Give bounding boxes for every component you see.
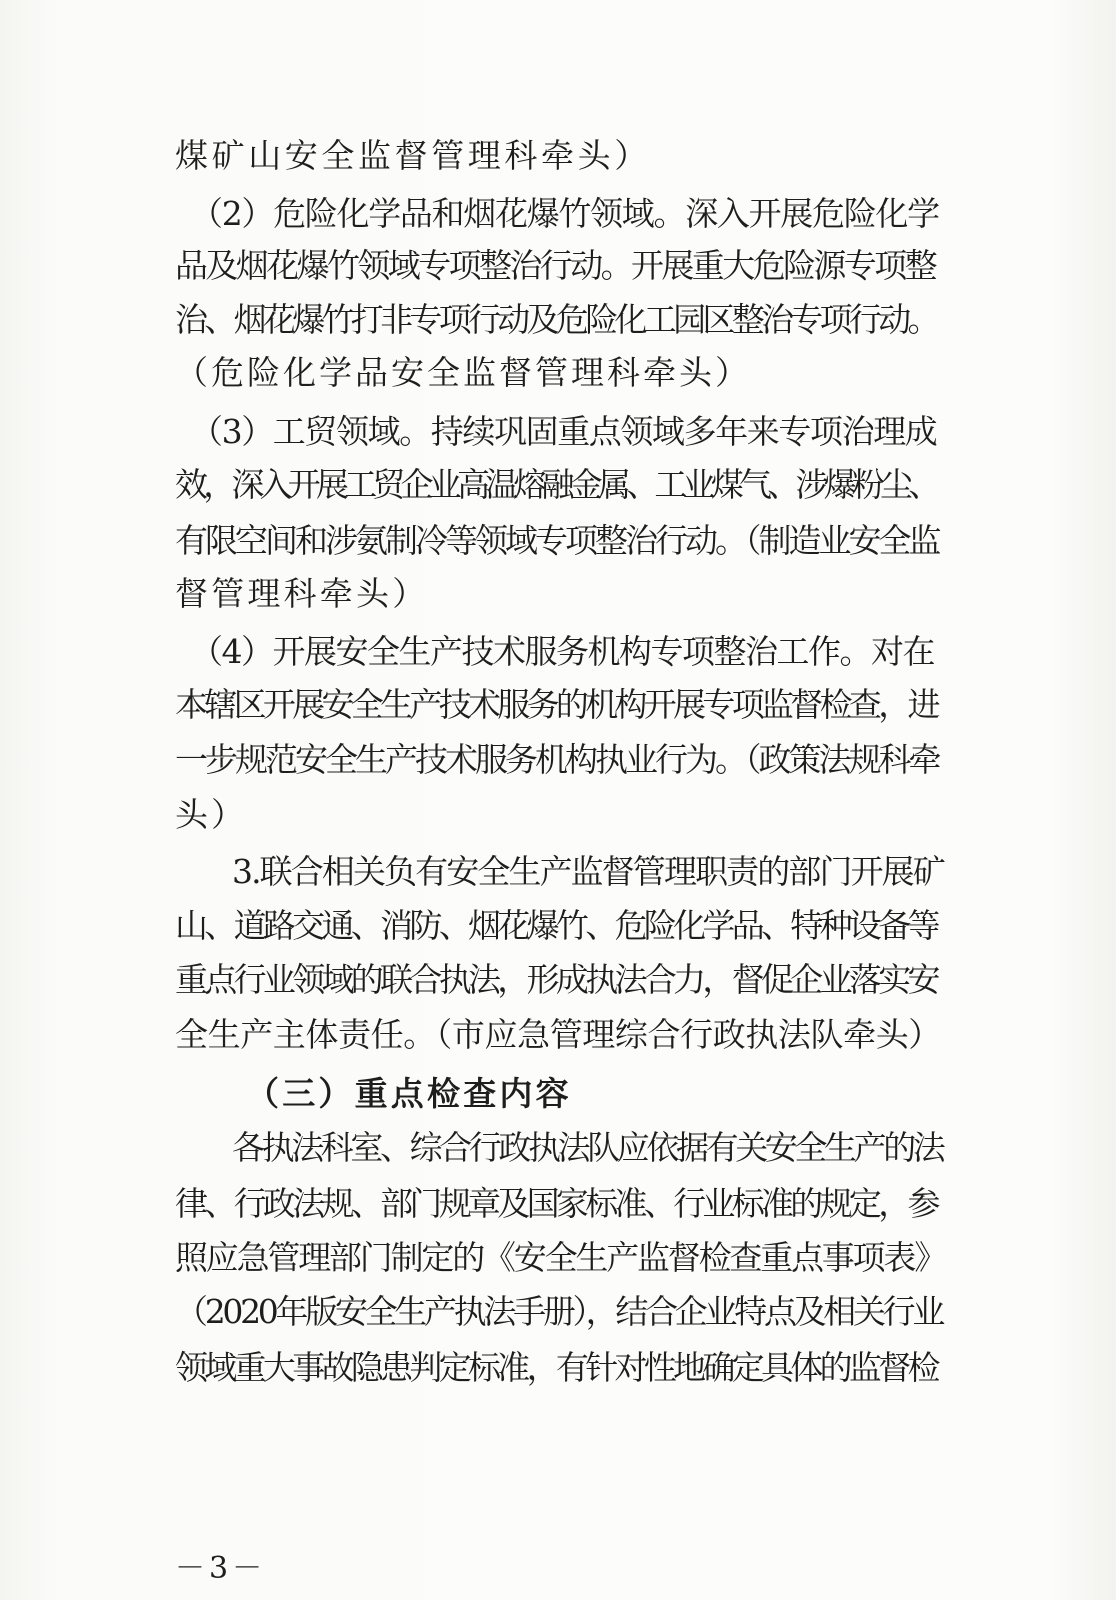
text-line: 重点行业领域的联合执法，形成执法合力，督促企业落实安 <box>175 960 937 999</box>
text-line: 领域重大事故隐患判定标准，有针对性地确定具体的监督检 <box>175 1348 937 1387</box>
text-line: 本辖区开展安全生产技术服务的机构开展专项监督检查，进 <box>175 685 937 724</box>
text-line: 一步规范安全生产技术服务机构执业行为。（政策法规科牵 <box>175 740 939 779</box>
text-line: 照应急管理部门制定的《安全生产监督检查重点事项表》 <box>175 1238 946 1277</box>
text-line: （危险化学品安全监督管理科牵头） <box>175 353 751 392</box>
text-line: 督管理科牵头） <box>175 574 429 613</box>
text-line: 3.联合相关负有安全生产监督管理职责的部门开展矿 <box>232 852 944 891</box>
text-line: （2020年版安全生产执法手册），结合企业特点及相关行业 <box>175 1292 943 1331</box>
text-line: （2）危险化学品和烟花爆竹领域。深入开展危险化学 <box>190 194 939 233</box>
text-line: （4）开展安全生产技术服务机构专项整治工作。对在 <box>190 632 934 671</box>
text-line: 律、行政法规、部门规章及国家标准、行业标准的规定，参 <box>175 1184 937 1223</box>
text-line: 头） <box>175 795 247 834</box>
text-line: 山、道路交通、消防、烟花爆竹、危险化学品、特种设备等 <box>175 906 937 945</box>
text-line: 全生产主体责任。（市应急管理综合行政执法队牵头） <box>175 1015 941 1054</box>
text-line: （3）工贸领域。持续巩固重点领域多年来专项治理成 <box>190 412 937 451</box>
page-number: －3－ <box>175 1551 267 1586</box>
section-heading: （三）重点检查内容 <box>246 1074 572 1113</box>
text-line: 品及烟花爆竹领域专项整治行动。开展重大危险源专项整 <box>175 246 936 285</box>
text-line: 有限空间和涉氨制冷等领域专项整治行动。（制造业安全监 <box>175 521 939 560</box>
text-line: 煤矿山安全监督管理科牵头） <box>175 136 651 175</box>
text-line: 各执法科室、综合行政执法队应依据有关安全生产的法 <box>232 1128 943 1167</box>
text-line: 治、烟花爆竹打非专项行动及危险化工园区整治专项行动。 <box>175 300 937 339</box>
text-line: 效，深入开展工贸企业高温熔融金属、工业煤气、涉爆粉尘、 <box>175 465 937 504</box>
